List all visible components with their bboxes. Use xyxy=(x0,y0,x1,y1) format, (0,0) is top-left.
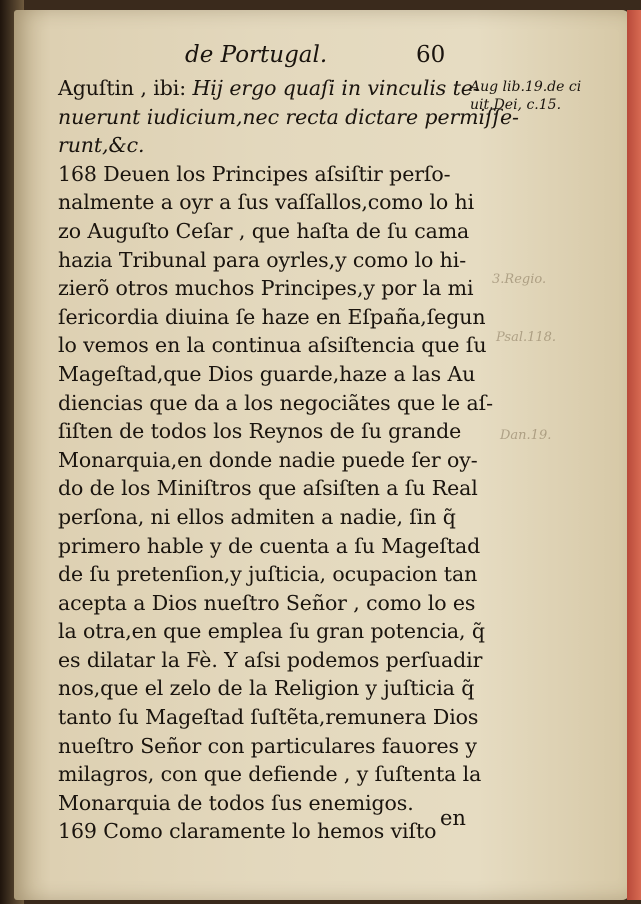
text-line xyxy=(58,246,519,275)
text-run: Monarquia,en donde nadie puede ſer oy- xyxy=(58,447,478,472)
text-line xyxy=(58,360,519,389)
text-run: Mageſtad,que Dios guarde,haze a las Au xyxy=(58,361,476,386)
text-line xyxy=(58,331,519,360)
margin-note-line: uit.Dei, c.15. xyxy=(470,97,562,113)
text-line xyxy=(58,103,519,132)
running-header: de Portugal. xyxy=(185,42,328,68)
text-line xyxy=(58,188,519,217)
text-line xyxy=(58,560,519,589)
text-line xyxy=(58,732,519,761)
page-number: 60 xyxy=(416,42,446,68)
text-line xyxy=(58,474,519,503)
text-run: ſericordia diuina ſe haze en Eſpaña,ſegun xyxy=(58,304,486,329)
show-through-note: Psal.118. xyxy=(496,330,557,345)
text-line xyxy=(58,217,519,246)
text-line xyxy=(58,160,519,189)
text-line xyxy=(58,503,519,532)
text-line xyxy=(58,532,519,561)
text-line xyxy=(58,617,519,646)
text-line xyxy=(58,703,519,732)
show-through-note: Dan.19. xyxy=(500,428,552,443)
text-line xyxy=(58,674,519,703)
text-line xyxy=(58,74,519,103)
latin-quote: Hij ergo quaſi in vinculis te- xyxy=(192,76,480,100)
page-edge xyxy=(627,10,641,900)
text-line xyxy=(58,131,519,160)
margin-note-line: Aug lib.19.de ci xyxy=(470,79,582,95)
text-line xyxy=(58,417,519,446)
show-through-note: 3.Regio. xyxy=(492,272,547,287)
text-run: nos,que el zelo de la Religion y juſticia q̃ xyxy=(58,676,475,701)
text-line xyxy=(58,274,519,303)
text-line xyxy=(58,303,519,332)
text-run: es dilatar la Fè. Y aſsi podemos perſuadir xyxy=(58,647,483,672)
catchword: en xyxy=(440,806,466,830)
text-run: acepta a Dios nueſtro Señor , como lo es xyxy=(58,590,476,615)
text-run: 169 Como claramente lo hemos viſto xyxy=(58,819,437,844)
latin-quote: runt,&c. xyxy=(58,133,145,158)
text-run: perſona, ni ellos admiten a nadie, ſin q̃ xyxy=(58,504,456,529)
text-run: diencias que da a los negociãtes que le aſ- xyxy=(58,390,493,415)
text-run: Monarquia de todos ſus enemigos. xyxy=(58,790,414,815)
text-line xyxy=(58,760,519,789)
text-run: nalmente a oyr a ſus vaſſallos,como lo hi xyxy=(58,190,475,215)
text-run: Aguſtin , ibi: xyxy=(58,76,193,100)
text-run: zierõ otros muchos Principes,y por la mi xyxy=(58,276,474,301)
latin-quote: nuerunt iudicium,nec recta dictare permiſſe- xyxy=(58,104,519,129)
text-run: 168 Deuen los Principes aſsiſtir perſo- xyxy=(58,161,451,186)
text-run: lo vemos en la continua aſsiſtencia que ſu xyxy=(58,333,487,358)
text-run: nueſtro Señor con particulares fauores y xyxy=(58,733,477,758)
text-run: milagros, con que defiende , y ſuſtenta la xyxy=(58,762,482,787)
body-text xyxy=(58,46,519,846)
text-run: primero hable y de cuenta a ſu Mageſtad xyxy=(58,533,481,558)
text-line xyxy=(58,589,519,618)
text-run: zo Auguſto Ceſar , que haſta de ſu cama xyxy=(58,218,470,243)
text-run: do de los Miniſtros que aſsiſten a ſu Real xyxy=(58,476,478,501)
text-line xyxy=(58,446,519,475)
text-line xyxy=(58,389,519,418)
text-run: la otra,en que emplea ſu gran potencia, q̃ xyxy=(58,619,485,644)
text-run: de ſu pretenſion,y juſticia, ocupacion tan xyxy=(58,562,478,587)
text-line xyxy=(58,646,519,675)
text-run: tanto ſu Mageſtad ſuſtẽta,remunera Dios xyxy=(58,705,479,730)
text-run: ſiſten de todos los Reynos de ſu grande xyxy=(58,419,462,444)
text-run: hazia Tribunal para oyrles,y como lo hi- xyxy=(58,247,467,272)
